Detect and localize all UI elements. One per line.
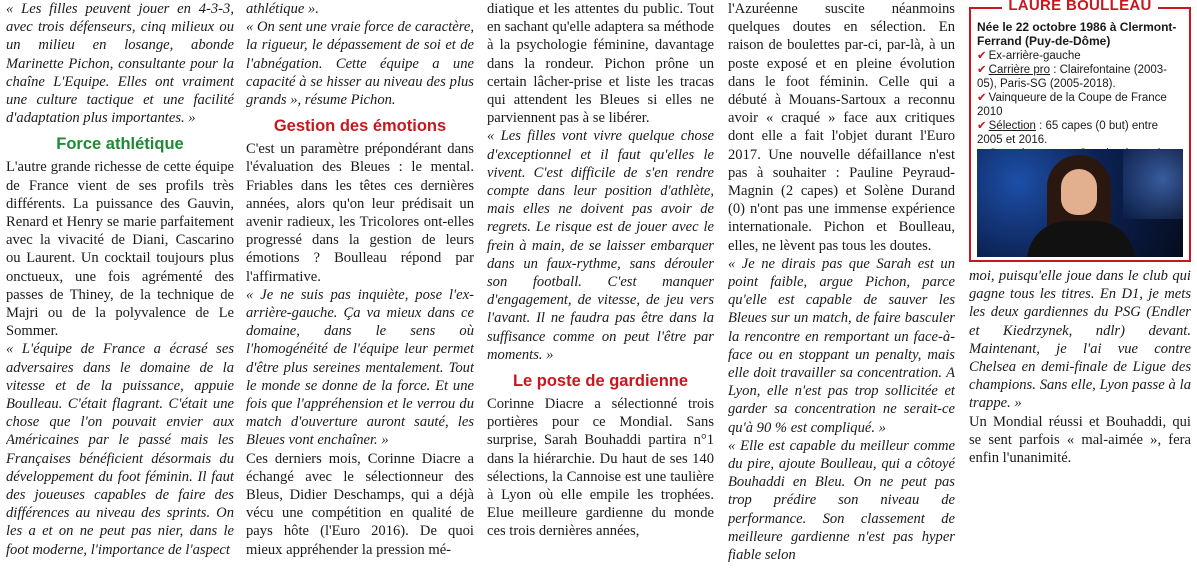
quote-paragraph: moi, puisqu'elle joue dans le club qui gagne tous les titres. En D1, je mets les deux gardiennes du PSG (Endler et Kiedrzynek, ndlr) devant. Maintenant, je l'ai vue contre Chelsea en demi-finale de Ligue des champions. Sans elle, Lyon passe à la trappe. » [969, 268, 1191, 412]
quote-paragraph: « Elle est capable du meilleur comme du pire, ajoute Boulleau, qui a côtoyé Bouhaddi en Bleu. On ne peut pas trop prédire son niveau de performance. Son classement de meilleure gardienne n'est pas hyper fiable selon [728, 437, 955, 564]
profile-item-text: Ex-arrière-gauche [988, 50, 1081, 62]
profile-item-text: : 65 capes (0 but) entre 2005 et 2016. [977, 120, 1159, 146]
article-column-3 [487, 0, 714, 569]
profile-item-label: Sélection [988, 120, 1036, 132]
body-paragraph: C'est un paramètre prépondérant dans l'évaluation des Bleues : le mental. Friables dans les têtes ces dernières années, alors qu'on leur prédisait un avenir radieux, les Tricolores ont-elles progressé dans la gestion de leurs émotions ? Boulleau répond par l'affirmative. [246, 141, 474, 285]
body-paragraph: l'Azuréenne suscite néanmoins quelques doutes en sélection. En raison de boulettes par-ci, par-là, à un poste exposé et en pleine évolution dans le foot féminin. Celle qui a débuté à Mouans-Sartoux a reconnu avoir « craqué » face aux critiques dont elle a fait l'objet durant l'Euro 2017. Une nouvelle défaillance n'est pas à souhaiter : Pauline Peyraud-Magnin (2 capes) et Solène Durand (0) n'ont pas une immense expérience internationale. Pichon et Boulleau, elles, ne lèvent pas tous les doutes. [728, 1, 955, 254]
profile-item [977, 63, 1183, 91]
profile-item-text: Vainqueure de la Coupe de France 2010 [977, 92, 1167, 118]
body-paragraph: L'autre grande richesse de cette équipe de France vient de ses profils très différents. La puissance des Gauvin, Renard et Henry se marie parfaitement avec la vivacité de Diani, Cascarino ou Laurent. Un cocktail toujours plus onctueux, une fois agrémenté des passes de Thiney, de la technique de Majri ou de la polyvalence de Le Sommer. [6, 159, 234, 340]
quote-paragraph: « Les filles peuvent jouer en 4-3-3, avec trois défenseurs, cinq milieux ou un milieu en losange, abonde Marinette Pichon, consultante pour la chaîne L'Equipe. Elles ont vraiment une culture tactique et une facilité d'adaptation plus importantes. » [6, 1, 234, 127]
profile-item [977, 49, 1183, 63]
body-paragraph: Un Mondial réussi et Bouhaddi, qui se sent parfois « mal-aimée », fera enfin l'unanimité. [969, 413, 1191, 467]
photo-background-light [1123, 149, 1183, 219]
quote-paragraph: « L'équipe de France a écrasé ses adversaires dans le domaine de la vitesse et de la puissance, appuie Boulleau. C'était flagrant. C'était une chose que l'on pouvait envier aux Américaines par le passé mais les Françaises bénéficient désormais du développement du foot féminin. Il faut des joueuses capables de faire des différences au niveau des sprints. On les a et on ne peut pas nier, dans le foot moderne, l'importance de l'aspect [6, 341, 234, 558]
profile-item-text: : Clairefontaine (2003-05), Paris-SG (2005-2018). [977, 64, 1167, 90]
check-icon: ✔ [977, 64, 987, 76]
photo-body-shape [1027, 221, 1135, 257]
quote-paragraph: athlétique ». [246, 1, 319, 17]
body-paragraph: Corinne Diacre a sélectionné trois portières pour ce Mondial. Sans surprise, Sarah Bouhaddi partira n°1 dans la hiérarchie. Du haut de ses 140 sélections, la Cannoise est une taulière à Lyon où elle empile les trophées. Elue meilleure gardienne du monde ces trois dernières années, [487, 396, 714, 540]
profile-photo [977, 149, 1183, 257]
section-heading-gestion-emotions: Gestion des émotions [273, 117, 447, 136]
photo-face-shape [1061, 169, 1097, 215]
section-heading-force-athletique: Force athlétique [56, 135, 184, 154]
profile-item [977, 91, 1183, 119]
profile-title [971, 0, 1189, 14]
body-paragraph: diatique et les attentes du public. Tout en sachant qu'elle adaptera sa méthode à la psychologie féminine, davantage dans la rondeur. Pichon prône un certain lâcher-prise et liste les tracas qui attendent les Bleues si elles ne parviennent pas à se libérer. [487, 1, 714, 127]
profile-name: LAURE BOULLEAU [1002, 0, 1157, 14]
check-icon: ✔ [977, 120, 987, 132]
quote-paragraph: « On sent une vraie force de caractère, la rigueur, le dépassement de soi et de l'abnégation. Cette équipe a une capacité à se hisser au niveau des plus grands », résume Pichon. [246, 19, 474, 109]
profile-birth: Née le 22 octobre 1986 à Clermont-Ferrand (Puy-de-Dôme) [977, 20, 1177, 48]
article-column-1 [6, 0, 234, 569]
profile-item-label: Carrière pro [988, 64, 1050, 76]
profile-box [969, 0, 1191, 262]
article-column-4 [728, 0, 955, 569]
check-icon: ✔ [977, 92, 987, 104]
check-icon: ✔ [977, 50, 987, 62]
profile-item [977, 119, 1183, 147]
section-heading-poste-gardienne: Le poste de gardienne [512, 372, 689, 391]
article-column-2 [246, 0, 474, 569]
quote-paragraph: « Je ne suis pas inquiète, pose l'ex-arrière-gauche. Ça va mieux dans ce domaine, dans le sens où l'homogénéité de l'équipe leur permet d'être plus sereines mentalement. Tout le monde se donne de la force. Et une fois que l'appréhension et le verrou du match d'ouverture auront sauté, les Bleues vont enchaîner. » [246, 286, 474, 449]
quote-paragraph: « Je ne dirais pas que Sarah est un point faible, argue Pichon, parce qu'elle est capable de sauver les Bleues sur un match, de faire basculer la rencontre en remportant un face-à-face ou en stoppant un penalty, mais elle doit travailler sa concentration. A Lyon, elle n'est pas trop sollicitée et garder sa concentration ne serait-ce qu'à 90 % est compliqué. » [728, 255, 955, 436]
quote-paragraph: « Les filles vont vivre quelque chose d'exceptionnel et il faut qu'elles le vivent. C'est difficile de s'en rendre compte dans leur position d'athlète, mais elles ne doivent pas avoir de regrets. Le risque est de jouer avec le frein à main, de se laisser embarquer dans un faux-rythme, sans dérouler son football. C'est manquer d'engagement, de vitesse, de jeu vers l'avant. Il ne faudra pas être dans la suffisance comme on peut l'être par moments. » [487, 128, 714, 363]
article-column-5 [969, 267, 1191, 569]
body-paragraph: Ces derniers mois, Corinne Diacre a échangé avec le sélectionneur des Bleus, Didier Deschamps, qui a déjà vécu une compétition en qualité de pays hôte (l'Euro 2016). De quoi mieux appréhender la pression mé- [246, 450, 474, 558]
